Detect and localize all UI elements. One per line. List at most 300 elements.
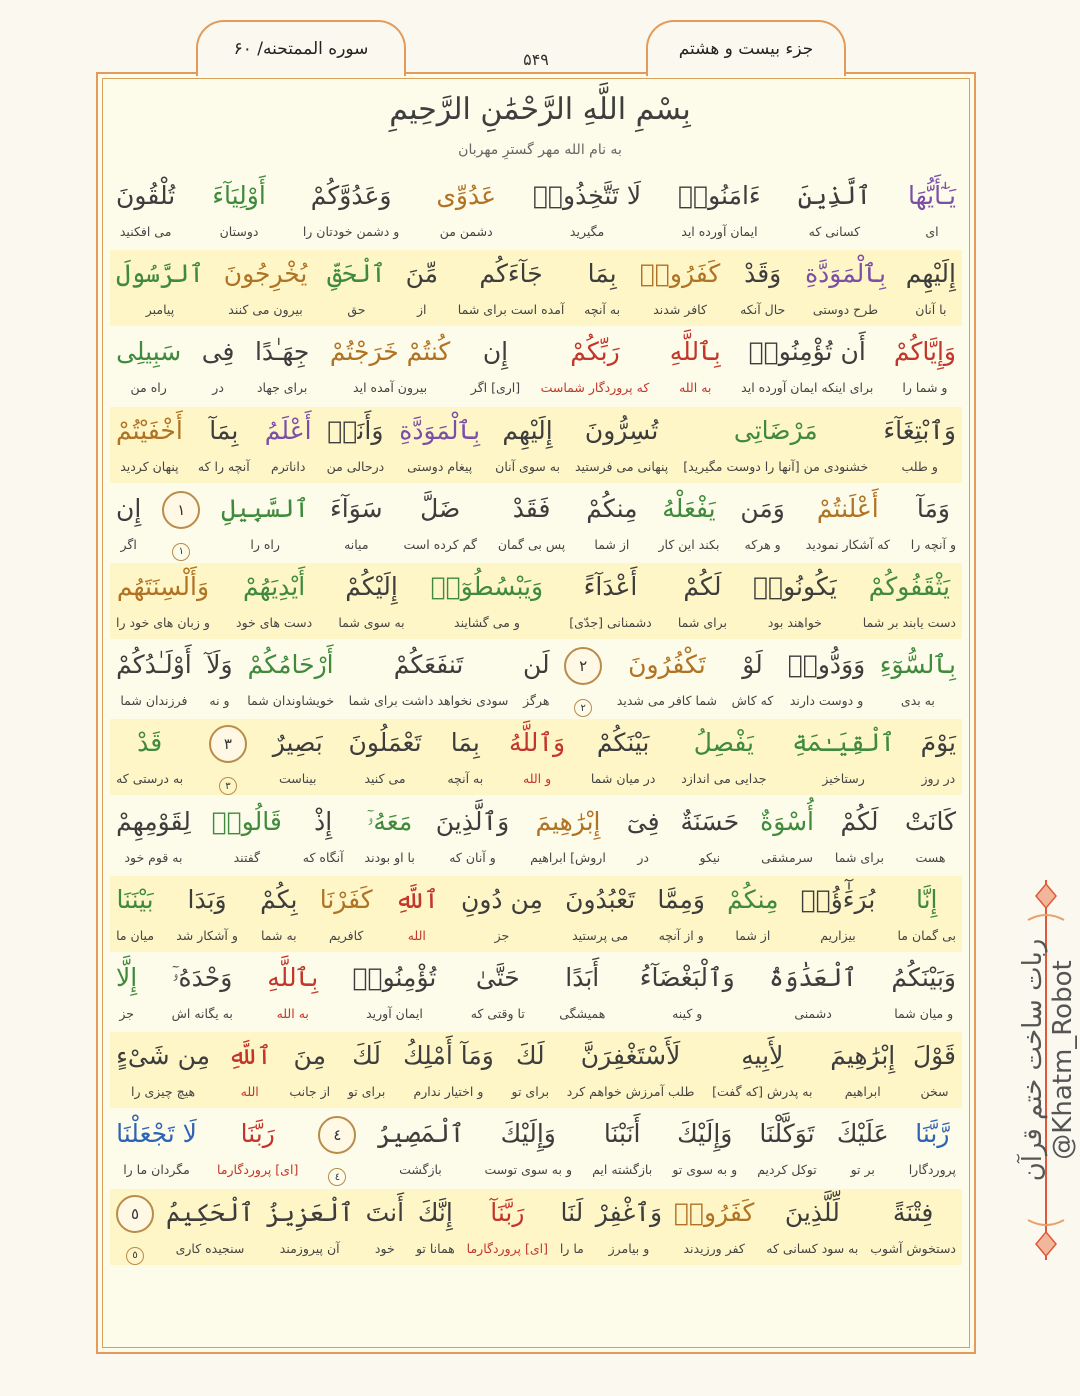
word	[267, 954, 318, 1030]
word	[349, 641, 509, 717]
persian-translation: با آنان	[915, 302, 947, 318]
word	[330, 328, 450, 404]
word	[376, 1110, 464, 1186]
arabic-word: أَبَدًا	[565, 963, 600, 992]
word	[399, 407, 480, 483]
word	[116, 641, 192, 717]
persian-translation: برای اینکه ایمان آورده اید	[741, 380, 874, 396]
word	[447, 719, 483, 795]
verse-line	[110, 719, 962, 795]
persian-translation: بیرون آمده اید	[353, 380, 428, 396]
persian-translation: از شما	[594, 536, 630, 552]
arabic-word: إِلَّا	[116, 963, 138, 992]
persian-translation: پس بی گمان	[497, 536, 566, 552]
arabic-word: أَيْدِيَهُمْ	[243, 572, 306, 601]
verse-line	[110, 641, 962, 717]
persian-translation: می کنید	[364, 771, 406, 787]
arabic-word: وَحْدَهُۥٓ	[172, 963, 233, 992]
arabic-word: بِمَآ	[209, 415, 239, 445]
persian-translation: دشمنی	[794, 1006, 832, 1021]
juz-header	[646, 20, 846, 76]
word	[908, 172, 956, 248]
persian-translation: و الله	[523, 771, 552, 787]
watermark-line2: @Khatm_Robot	[1048, 960, 1078, 1160]
arabic-word: سَبِيلِى	[116, 337, 182, 367]
persian-translation: بازگشته ایم	[592, 1162, 653, 1178]
word	[471, 328, 520, 404]
arabic-word: كَفَرُوا۟	[639, 259, 721, 289]
arabic-word: تَكْفُرُونَ	[628, 650, 706, 680]
word	[265, 407, 312, 483]
word	[327, 250, 386, 326]
persian-translation: به سوی آنان	[495, 458, 560, 474]
arabic-word: تَوَكَّلْنَا	[759, 1119, 815, 1149]
word	[116, 172, 175, 248]
arabic-word: يَوْمَ	[920, 728, 956, 758]
word	[584, 250, 620, 326]
word	[255, 328, 309, 404]
arabic-word: عَلَيْكَ	[836, 1119, 889, 1149]
arabic-word: وَمَآ	[916, 493, 950, 523]
word	[596, 1189, 662, 1265]
word	[586, 485, 637, 561]
word	[484, 1110, 572, 1186]
word	[760, 798, 814, 874]
persian-translation: جز	[494, 927, 510, 943]
arabic-word: بِمَا	[587, 259, 617, 289]
juz-label: جزء بیست و هشتم	[678, 39, 814, 59]
persian-translation: مگردان ما را	[123, 1162, 190, 1178]
word	[672, 1110, 737, 1186]
arabic-word: مِن شَىْءٍ	[116, 1041, 210, 1071]
persian-translation: به سود کسانی که	[766, 1240, 859, 1256]
persian-translation: برای شما	[834, 849, 885, 865]
arabic-word: لَأَسْتَغْفِرَنَّ	[580, 1041, 681, 1071]
arabic-word: بِكُمْ	[260, 884, 298, 914]
persian-translation: اروش] ابراهیم	[530, 849, 606, 865]
word-group	[110, 1110, 962, 1186]
arabic-word: لِقَوْمِهِمْ	[116, 806, 191, 836]
arabic-word: جِهَـٰدًا	[254, 337, 310, 367]
word-group	[110, 172, 962, 248]
persian-translation: و اختیار ندارم	[413, 1084, 484, 1100]
word	[897, 876, 956, 952]
word	[740, 485, 785, 561]
word	[509, 719, 565, 795]
arabic-word: فَقَدْ	[512, 493, 551, 523]
arabic-word: يَفْصِلُ	[693, 728, 754, 758]
persian-translation: ابراهیم	[844, 1084, 881, 1100]
persian-translation: خشنودی من [آنها را دوست مگیرید]	[683, 458, 869, 474]
arabic-word: بِٱللَّهِ	[669, 337, 721, 367]
arabic-word: مِّنَ	[405, 259, 438, 289]
arabic-word: لَن	[522, 650, 550, 680]
arabic-word: ضَلَّ	[420, 493, 461, 523]
arabic-word: رَبَّنَآ	[490, 1197, 525, 1227]
word	[674, 1189, 754, 1265]
persian-translation: بازگشت	[399, 1162, 442, 1178]
verse-line	[110, 798, 962, 874]
persian-translation: با او بودند	[364, 849, 415, 865]
arabic-word: وَٱلَّذِينَ	[435, 806, 510, 836]
word	[657, 876, 705, 952]
verse-number-badge: ٥	[116, 1195, 154, 1233]
arabic-word: ٱلْمَصِيرُ	[376, 1119, 465, 1149]
word	[883, 407, 956, 483]
persian-translation: دوستان	[219, 224, 259, 239]
persian-translation: بر تو	[850, 1162, 875, 1178]
arabic-word: كَفَرْنَا	[319, 884, 373, 914]
word	[266, 1189, 354, 1265]
persian-translation: که پروردگار شماست	[540, 380, 650, 396]
word	[533, 172, 641, 248]
arabic-word: ٱلْعَزِيزُ	[265, 1197, 354, 1227]
persian-translation: و کینه	[672, 1006, 703, 1021]
persian-translation: ایمان آورید	[366, 1006, 423, 1021]
arabic-word: أَعْدَآءً	[583, 572, 638, 601]
arabic-word: إِلَيْكُمْ	[345, 572, 398, 601]
word	[617, 641, 717, 717]
word	[627, 798, 660, 874]
arabic-word: وَعَدُوَّكُمْ	[310, 181, 392, 210]
arabic-word: لِّلَّذِينَ	[784, 1197, 840, 1227]
persian-translation: حال آنکه	[740, 302, 786, 318]
arabic-word: أَخْفَيْتُمْ	[116, 415, 183, 445]
word-group	[110, 1032, 962, 1108]
persian-translation: رستاخیز	[822, 771, 865, 787]
persian-translation: کسانی که	[808, 224, 861, 239]
word	[891, 954, 956, 1030]
persian-translation: میان ما	[116, 927, 155, 943]
arabic-word: وَإِلَيْكَ	[500, 1119, 556, 1149]
persian-translation: کفر ورزیدند	[683, 1240, 745, 1256]
word	[461, 876, 543, 952]
persian-translation: راه را	[250, 536, 280, 552]
persian-translation: سرمشقی	[761, 849, 814, 865]
word	[640, 250, 720, 326]
word-group	[110, 250, 962, 326]
word	[805, 250, 886, 326]
persian-translation: سودی نخواهد داشت برای شما	[348, 693, 509, 709]
word-group	[110, 798, 962, 874]
persian-translation: و به سوی تو	[672, 1162, 738, 1178]
word	[559, 954, 605, 1030]
verse-line	[110, 876, 962, 952]
persian-translation: [ای] پروردگارما	[466, 1240, 548, 1256]
persian-translation: گم کرده است	[403, 536, 477, 552]
arabic-word: ٱلْحَقِّ	[327, 259, 386, 289]
arabic-word: تَنفَعَكُمْ	[393, 650, 464, 680]
word	[247, 641, 334, 717]
word	[567, 1032, 695, 1108]
persian-translation: [ای] پروردگارما	[217, 1162, 299, 1178]
persian-translation: در	[212, 380, 224, 396]
verse-line	[110, 563, 962, 639]
basmala: بِسْمِ اللَّهِ الرَّحْمَٰنِ الرَّحِيمِ	[389, 92, 691, 127]
persian-translation: و به سوی توست	[484, 1162, 572, 1178]
arabic-word: بُرَءَٰٓؤُا۟	[800, 884, 876, 914]
arabic-word: وَلَآ	[206, 650, 233, 680]
word	[640, 954, 735, 1030]
word	[116, 250, 204, 326]
persian-translation: به سوی شما	[338, 615, 405, 630]
arabic-word: وَمَن	[740, 493, 785, 523]
verse-number-badge: ٣	[209, 725, 247, 763]
persian-translation: تا وقتی که	[470, 1006, 525, 1021]
arabic-word: مِنكُمْ	[727, 884, 779, 914]
surah-label: سوره الممتحنه/ ۶۰	[233, 39, 369, 59]
word	[403, 1032, 494, 1108]
verse-line	[110, 328, 962, 404]
persian-translation: بکند این کار	[658, 536, 720, 552]
word	[330, 485, 383, 561]
word	[116, 485, 141, 561]
basmala-translation: به نام الله مهر گسترِ مهربان	[458, 142, 622, 158]
persian-translation: بیناست	[278, 771, 317, 787]
arabic-word: ٱللَّهِ	[227, 1041, 272, 1071]
word	[498, 485, 565, 561]
word	[512, 1032, 550, 1108]
arabic-word: فِتْنَةً	[892, 1197, 934, 1227]
persian-translation: برای شما	[677, 615, 727, 630]
word	[678, 563, 727, 639]
word	[458, 250, 565, 326]
persian-translation: به الله	[276, 1006, 309, 1021]
arabic-word: تُؤْمِنُوا۟	[352, 963, 437, 992]
arabic-word: إِنَّكَ	[417, 1197, 453, 1227]
arabic-word: بِٱلْمَوَدَّةِ	[805, 259, 886, 289]
persian-translation: اگر	[120, 536, 137, 552]
verse-number-small: ٤	[328, 1168, 346, 1186]
persian-translation: نیکو	[699, 849, 721, 865]
arabic-word: أَوْلَـٰدُكُمْ	[116, 650, 192, 680]
persian-translation: از شما	[735, 927, 771, 943]
arabic-word: ٱلرَّسُولَ	[116, 259, 204, 289]
arabic-word: ٱلْحَكِيمُ	[165, 1197, 254, 1227]
word	[753, 563, 837, 639]
word	[591, 719, 656, 795]
persian-translation: می افکنید	[119, 224, 172, 239]
word	[560, 1189, 584, 1265]
word	[530, 798, 606, 874]
persian-translation: آمده است برای شما	[457, 302, 565, 318]
word	[416, 1189, 455, 1265]
verse-end-marker	[318, 1110, 356, 1186]
word	[365, 798, 415, 874]
word	[683, 407, 868, 483]
word	[712, 1032, 812, 1108]
word	[788, 641, 865, 717]
arabic-word: تُسِرُّونَ	[584, 415, 659, 445]
word	[863, 563, 956, 639]
arabic-word: أَنتَ	[365, 1197, 405, 1227]
arabic-word: تَعْمَلُونَ	[348, 728, 422, 758]
arabic-word: مِنكُمْ	[586, 493, 638, 523]
persian-translation: و بیامرز	[608, 1240, 650, 1256]
arabic-word: رَبَّنَا	[240, 1119, 275, 1149]
word	[116, 1110, 197, 1186]
word	[166, 1189, 254, 1265]
persian-translation: به بدی	[900, 693, 935, 709]
word	[431, 563, 543, 639]
word	[913, 1032, 956, 1108]
arabic-word: لَوْ	[742, 650, 763, 680]
word	[236, 563, 312, 639]
watermark-line1: ربات ساخت ختم قرآن	[1018, 938, 1048, 1182]
persian-translation: و از آنچه	[658, 927, 704, 943]
arabic-word: بِٱلسُّوٓءِ	[879, 650, 956, 680]
arabic-word: وَإِلَيْكَ	[677, 1119, 733, 1149]
arabic-word: وَأَلْسِنَتَهُم	[116, 572, 210, 601]
persian-translation: ای	[925, 224, 939, 239]
persian-translation: گفتند	[233, 849, 260, 865]
arabic-word: أَوْلِيَآءَ	[212, 181, 266, 210]
arabic-word: لَكُمْ	[683, 572, 722, 601]
verse-number-badge: ١	[162, 491, 200, 529]
persian-translation: بی گمان ما	[897, 927, 956, 943]
persian-translation: به شما	[260, 927, 297, 943]
word	[680, 798, 739, 874]
arabic-word: ٱلْعَدَٰوَةُ	[769, 963, 858, 992]
persian-translation: کافریم	[328, 927, 364, 943]
page-number: ۵۴۹	[523, 50, 549, 69]
arabic-word: ءَامَنُوا۟	[678, 181, 761, 210]
word-group	[110, 1189, 962, 1265]
arabic-word: بَصِيرٌ	[272, 728, 323, 758]
arabic-word: وَٱلْبَغْضَآءُ	[639, 963, 735, 992]
persian-translation: شما کافر می شدید	[616, 693, 718, 709]
persian-translation: طرح دوستی	[812, 302, 879, 318]
word	[338, 563, 404, 639]
arabic-word: لَكَ	[515, 1041, 545, 1071]
word	[740, 250, 785, 326]
arabic-word: وَيَبْسُطُوٓا۟	[430, 572, 544, 601]
word	[217, 1110, 298, 1186]
word	[769, 954, 857, 1030]
persian-translation: از جانب	[289, 1084, 331, 1100]
arabic-word: حَسَنَةٌ	[680, 806, 740, 836]
persian-translation: خویشاوندان شما	[247, 693, 335, 709]
word	[116, 719, 183, 795]
arabic-word: يَكُونُوا۟	[753, 572, 837, 601]
word	[727, 876, 778, 952]
word	[395, 876, 439, 952]
persian-translation: جدایی می اندازد	[681, 771, 767, 787]
verse-line	[110, 172, 962, 248]
persian-translation: هرگز	[523, 693, 550, 709]
word	[495, 407, 560, 483]
arabic-word: ٱللَّهِ	[394, 884, 439, 914]
word	[289, 1032, 330, 1108]
arabic-word: يُخْرِجُونَ	[223, 259, 308, 289]
arabic-word: تَعْبُدُونَ	[565, 884, 636, 914]
persian-translation: دشمن من	[439, 224, 493, 239]
persian-translation: سنجیده کاری	[175, 1240, 245, 1256]
arabic-word: وَمِمَّا	[657, 884, 705, 914]
word	[681, 719, 766, 795]
arabic-word: لَا تَتَّخِذُوا۟	[533, 181, 642, 210]
persian-translation: و دشمن خودتان را	[302, 224, 400, 239]
arabic-word: فِىٓ	[626, 806, 660, 836]
arabic-word: إِلَيْهِم	[502, 415, 553, 445]
word	[471, 954, 525, 1030]
persian-translation: دستخوش آشوب	[870, 1240, 956, 1256]
persian-translation: برای جهاد	[256, 380, 308, 396]
word	[198, 407, 250, 483]
persian-translation: و دوست دارند	[789, 693, 864, 709]
persian-translation: و آنان که	[449, 849, 496, 865]
arabic-word: رَّبَّنَا	[915, 1119, 950, 1149]
verse-line	[110, 1110, 962, 1186]
persian-translation: توکل کردیم	[757, 1162, 817, 1178]
arabic-word: بِمَا	[450, 728, 480, 758]
word	[273, 719, 323, 795]
persian-translation: پیامبر	[145, 302, 175, 318]
word	[116, 1032, 210, 1108]
word-group	[110, 407, 962, 483]
word	[801, 876, 876, 952]
word	[741, 328, 873, 404]
arabic-word: تُلْقُونَ	[116, 181, 176, 210]
arabic-word: لَكُمْ	[840, 806, 879, 836]
persian-translation: آن پیروزمند	[279, 1240, 340, 1256]
word	[116, 876, 154, 952]
word-group	[110, 328, 962, 404]
persian-translation: در	[637, 849, 649, 865]
word	[467, 1189, 548, 1265]
word	[880, 641, 956, 717]
verse-line	[110, 485, 962, 561]
word	[792, 719, 895, 795]
persian-translation: و طلب	[901, 458, 938, 474]
persian-translation: برای تو	[347, 1084, 386, 1100]
persian-translation: میانه	[344, 536, 369, 552]
persian-translation: آنچه را که	[197, 458, 250, 474]
persian-translation: به درستی که	[116, 771, 184, 787]
word	[172, 954, 233, 1030]
arabic-word: وَمَآ أَمْلِكُ	[403, 1041, 494, 1071]
persian-translation: و نه	[209, 693, 230, 709]
persian-translation: خود	[374, 1240, 395, 1256]
word	[353, 954, 437, 1030]
arabic-word: لَكَ	[352, 1041, 381, 1071]
persian-translation: به پدرش [که گفت]	[712, 1084, 813, 1100]
arabic-word: حَتَّىٰ	[475, 963, 520, 992]
verse-end-marker	[116, 1189, 154, 1265]
word	[575, 407, 668, 483]
verse-end-marker	[564, 641, 602, 717]
verse-number-badge: ٤	[318, 1116, 356, 1154]
arabic-word: عَدُوِّى	[436, 181, 497, 210]
verse-line	[110, 407, 962, 483]
persian-translation: در روز	[921, 771, 956, 787]
arabic-word: يَـٰٓأَيُّهَا	[908, 181, 956, 210]
word	[348, 1032, 386, 1108]
persian-translation: کافر شدند	[653, 302, 707, 318]
arabic-word: قَالُوا۟	[211, 806, 282, 836]
word	[320, 876, 373, 952]
arabic-word: مِن دُونِ	[460, 884, 543, 914]
persian-translation: و آنچه را	[910, 536, 956, 552]
persian-translation: بیزاریم	[820, 927, 856, 943]
arabic-word: أُسْوَةٌ	[760, 806, 814, 836]
word	[569, 563, 652, 639]
persian-translation: پروردگارا	[908, 1162, 956, 1178]
arabic-word: إِبْرَٰهِيمَ	[535, 806, 601, 836]
arabic-word: أَن تُؤْمِنُوا۟	[748, 337, 866, 367]
persian-translation: داناترم	[270, 458, 306, 474]
watermark-text	[1018, 939, 1078, 1182]
